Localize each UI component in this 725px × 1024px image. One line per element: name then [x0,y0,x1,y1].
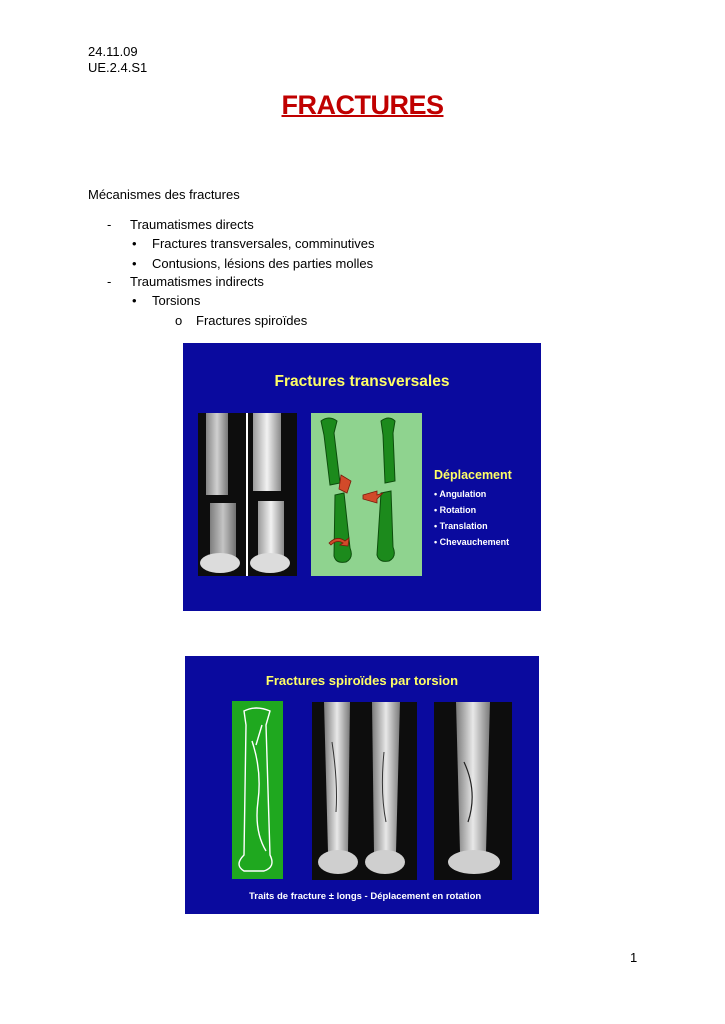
outline-marker-dash: - [107,274,112,289]
slide-transverse-fractures [183,343,541,611]
deplacement-item: • Rotation [434,505,477,515]
page-title: FRACTURES [281,90,444,120]
outline-marker-dash: - [107,217,112,232]
spiral-bone-diagram [232,701,283,879]
slide-title: Fractures spiroïdes par torsion [265,673,459,688]
deplacement-item: • Angulation [434,489,487,499]
header-code: UE.2.4.S1 [88,60,148,75]
outline-item: Fractures transversales, comminutives [152,236,375,251]
outline-item: Contusions, lésions des parties molles [152,256,374,271]
deplacement-title: Déplacement [434,468,512,482]
slide-caption: Traits de fracture ± longs - Déplacement en rotation [249,891,482,902]
outline-item: Fractures spiroïdes [196,313,308,328]
outline-marker-bullet: • [132,236,137,251]
xray-image [198,413,297,576]
outline-marker-bullet: • [132,256,137,271]
outline-marker-circle: o [175,313,183,328]
deplacement-item: • Translation [434,521,488,531]
xray-image [434,702,512,880]
slide-spiral-fractures [185,656,539,914]
header-date: 24.11.09 [88,44,138,59]
outline-marker-bullet: • [132,293,137,308]
section-heading: Mécanismes des fractures [88,187,240,202]
slide-title: Fractures transversales [274,373,450,390]
bone-diagram [311,413,422,576]
page-number: 1 [630,950,638,965]
outline-item: Traumatismes directs [130,217,254,232]
deplacement-item: • Chevauchement [434,537,510,547]
outline-item: Torsions [152,293,201,308]
outline-item: Traumatismes indirects [130,274,264,289]
xray-image [312,702,417,880]
